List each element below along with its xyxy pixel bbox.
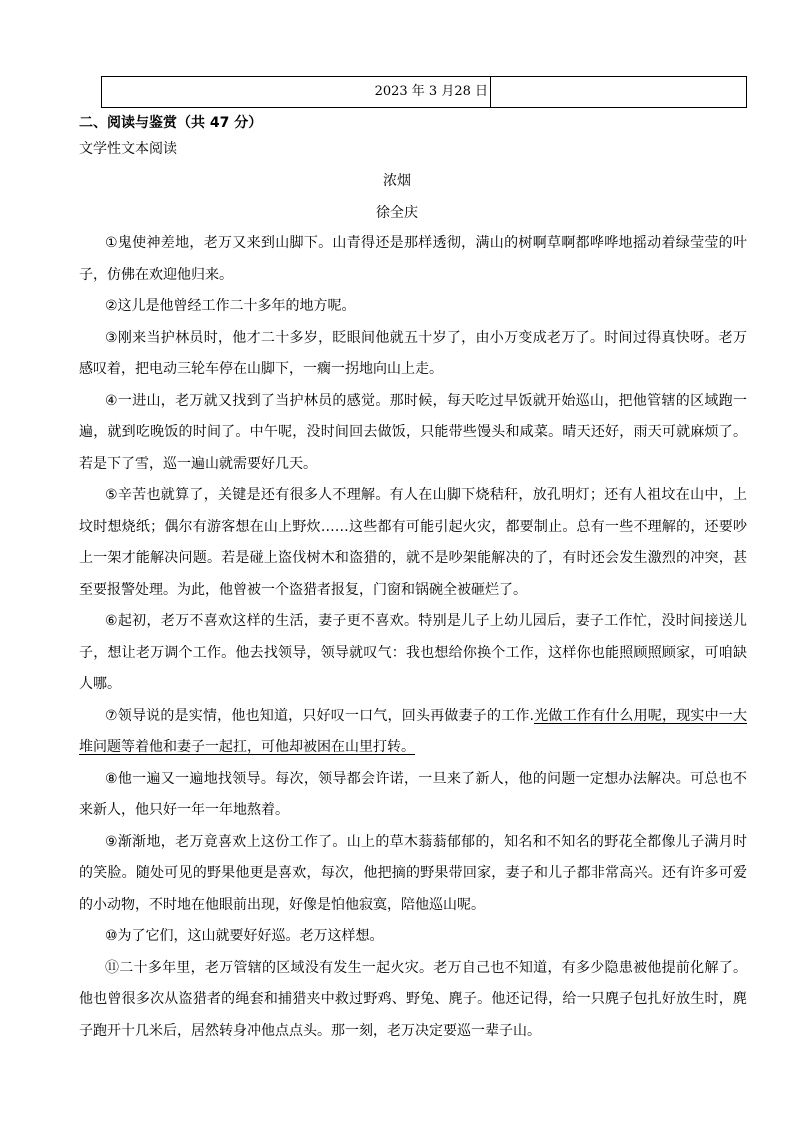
paragraph-text: ⑦领导说的是实情，他也知道，只好叹一口气，回头再做妻子的工作. [105, 707, 534, 724]
header-table [101, 76, 747, 108]
subsection-label: 文学性文本阅读 [79, 141, 177, 157]
paragraph-9 [79, 827, 747, 922]
paragraph-3 [79, 323, 747, 386]
paragraph-5 [79, 480, 747, 606]
paragraph-8 [79, 764, 747, 827]
empty-cell [491, 77, 746, 107]
article-body [79, 228, 747, 1047]
date-cell: 2023 年 3 月28 日 [102, 77, 491, 107]
paragraph-text: ⑪二十多年里，老万管辖的区域没有发生一起火灾。老万自己也不知道，有多少隐患被他提前化解了。他也曾很多次从盗猎者的绳套和捕猎夹中救过野鸡、野兔、麂子。他还记得，给一只麂子包扎好放生时，麂子跑开十几米后，居然转身冲他点点头。那一刻，老万决定要巡一辈子山。 [79, 959, 747, 1039]
paragraph-11 [79, 953, 747, 1048]
section-heading: 二、阅读与鉴赏（共 47 分） [79, 115, 263, 131]
paragraph-text: ①鬼使神差地，老万又来到山脚下。山青得还是那样透彻，满山的树啊草啊都哗哗地摇动着绿莹莹的叶子，仿佛在欢迎他归来。 [79, 235, 747, 283]
paragraph-6 [79, 606, 747, 701]
paragraph-text: ⑧他一遍又一遍地找领导。每次，领导都会许诺，一旦来了新人，他的问题一定想办法解决。可总也不来新人，他只好一年一年地熬着。 [79, 770, 747, 818]
underlined-sentence: 光做工作有什么用呢，现实中一大堆问题等着他和妻子一起扛，可他却被困在山里打转。 [79, 707, 747, 755]
paragraph-10 [79, 921, 747, 953]
paragraph-text: ⑨渐渐地，老万竟喜欢上这份工作了。山上的草木蓊蓊郁郁的，知名和不知名的野花全都像儿子满月时的笑脸。随处可见的野果他更是喜欢，每次，他把摘的野果带回家，妻子和儿子都非常高兴。还有许多可爱的小动物，不时地在他眼前出现，好像是怕他寂寞，陪他巡山呢。 [79, 833, 747, 913]
article-author: 徐全庆 [376, 205, 418, 221]
paragraph-text: ④一进山，老万就又找到了当护林员的感觉。那时候，每天吃过早饭就开始巡山，把他管辖的区域跑一遍，就到吃晚饭的时间了。中午呢，没时间回去做饭，只能带些馒头和咸菜。晴天还好，雨天可就麻烦了。若是下了雪，巡一遍山就需要好几天。 [79, 392, 747, 472]
paragraph-text: ⑥起初，老万不喜欢这样的生活，妻子更不喜欢。特别是儿子上幼儿园后，妻子工作忙，没时间接送儿子，想让老万调个工作。他去找领导，领导就叹气：我也想给你换个工作，这样你也能照顾照顾家，可咱缺人哪。 [79, 613, 747, 692]
paragraph-1 [79, 228, 747, 291]
paragraph-text: ③刚来当护林员时，他才二十多岁，眨眼间他就五十岁了，由小万变成老万了。时间过得真快呀。老万感叹着，把电动三轮车停在山脚下，一瘸一拐地向山上走。 [79, 329, 747, 377]
paragraph-4 [79, 386, 747, 481]
paragraph-text: ⑤辛苦也就算了，关键是还有很多人不理解。有人在山脚下烧秸秆，放孔明灯；还有人祖坟在山中，上坟时想烧纸；偶尔有游客想在山上野炊……这些都有可能引起火灾，都要制止。总有一些不理解的，还要吵上一架才能解决问题。若是碰上盗伐树木和盗猎的，就不是吵架能解决的了，有时还会发生激烈的冲突，甚至要报警处理。为此，他曾被一个盗猎者报复，门窗和锅碗全被砸烂了。 [79, 487, 747, 598]
paragraph-2 [79, 291, 747, 323]
paragraph-text: ⑩为了它们，这山就要好好巡。老万这样想。 [105, 928, 384, 944]
paragraph-text: ②这儿是他曾经工作二十多年的地方呢。 [105, 298, 356, 314]
paragraph-7 [79, 701, 747, 764]
article-title: 浓烟 [383, 173, 411, 189]
